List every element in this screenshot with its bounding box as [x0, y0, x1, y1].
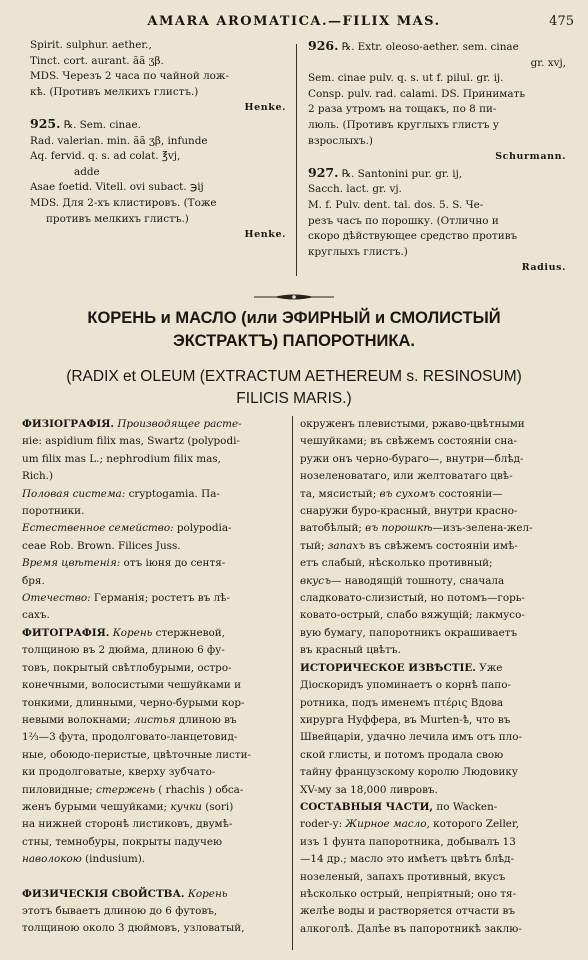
line-text: пиловидные; [22, 783, 93, 796]
line-text: желѣе воды и растворяется отчасти въ [300, 905, 515, 918]
rx-line: ℞. Sem. cinae. [63, 118, 141, 131]
line-text: толщиною въ 2 дюйма, длиною 6 фу- [22, 644, 225, 657]
rx-line: gr. xvj, [530, 56, 566, 69]
line-text: стны, темнобуры, покрыты падучею [22, 835, 223, 848]
latin-title-line-2: FILICIS MARIS.) [236, 390, 352, 407]
text-line [22, 903, 284, 920]
rx-line: Spirit. sulphur. aether., [30, 39, 152, 51]
section-heading: ФИЗИЧЕСКІЯ СВОЙСТВА. [22, 887, 185, 900]
italic-term: наволокою [22, 853, 82, 866]
text-line [300, 903, 566, 920]
line-text: ватобѣлый; [300, 522, 362, 535]
italic-term: Жирное масло, [342, 818, 430, 831]
text-line [22, 799, 284, 816]
line-text: ( rhachis ) обса- [154, 783, 244, 796]
text-line [22, 590, 284, 607]
italic-term: листья [130, 713, 176, 726]
line-text: которого Zeller, [429, 818, 520, 831]
rx-line: ℞. Extr. oleoso-aether. sem. cinae [341, 41, 519, 53]
text-line [22, 451, 284, 468]
line-text: ротника, подъ именемъ πτέρις Вдова [300, 696, 504, 709]
text-line [300, 468, 566, 485]
line-text: сладковато-слизистый, но потомъ—горь- [300, 592, 525, 605]
text-line [22, 782, 284, 799]
line-text: Уже [479, 661, 503, 674]
text-line [22, 416, 284, 433]
page-number: 475 [549, 14, 574, 29]
prescriptions-right-column [308, 38, 566, 276]
line-text: по Wacken- [436, 800, 498, 813]
rx-number: 926. [308, 38, 339, 53]
line-text: (indusium). [81, 853, 146, 866]
rx-line: Consp. pulv. rad. calami. DS. Принимать [308, 87, 525, 100]
text-line [22, 503, 284, 520]
line-text: товъ, покрытый свѣтлобурыми, остро- [22, 661, 232, 674]
line-text: состояніи— [435, 487, 503, 500]
line-text: нѣсколько острый, непріятный; оно тя- [300, 887, 517, 900]
rx-line: противъ мелкихъ глистъ.) [46, 212, 189, 225]
text-line [300, 660, 566, 677]
column-divider [292, 416, 293, 950]
text-line [300, 573, 566, 590]
text-line [300, 782, 566, 799]
running-head-title: AMARA AROMATICA.—FILIX MAS. [147, 14, 441, 29]
text-line [300, 747, 566, 764]
rx-line: резъ часъ по порошку. (Отлично и [308, 214, 499, 227]
line-text: въ свѣжемъ состояніи имѣ- [365, 539, 518, 552]
line-text: XV-му за 18,000 ливровъ. [300, 783, 438, 796]
italic-term: Отечество: [22, 592, 91, 605]
italic-term: въ сухомъ [376, 487, 436, 500]
line-text: ные, обоюдо-перистые, цвѣточные листи- [22, 748, 252, 761]
rx-author: Radius. [521, 262, 566, 274]
body-left-column [22, 416, 284, 938]
line-text: нозеленоватаго, или желтоватаго цвѣ- [300, 470, 513, 483]
column-divider [296, 44, 297, 276]
rx-line: MDS. Для 2-хъ клистировъ. (Тоже [30, 196, 217, 209]
text-line [300, 520, 566, 537]
line-text: (sori) [201, 800, 234, 813]
line-text: женъ бурыми чешуйками; [22, 800, 168, 813]
rx-number: 925. [30, 115, 61, 131]
line-text: —14 др.; масло это имѣетъ цвѣтъ блѣд- [300, 853, 515, 866]
text-line [300, 555, 566, 572]
text-line [300, 677, 566, 694]
italic-term: кучки [167, 800, 202, 813]
text-line [22, 764, 284, 781]
section-title-line-1: КОРЕНЬ и МАСЛО (или ЭФИРНЫЙ и СМОЛИСТЫЙ [87, 309, 501, 327]
line-text: невыми волокнами; [22, 713, 131, 726]
section-heading: ИСТОРИЧЕСКОЕ ИЗВѢСТІЕ. [300, 661, 476, 674]
text-line [300, 834, 566, 851]
text-line [22, 729, 284, 746]
line-text: um filix mas L.; nephrodium filix mas, [22, 452, 221, 465]
text-line [22, 834, 284, 851]
line-text: ки продолговатые, кверху зубчато- [22, 766, 216, 779]
text-line [300, 816, 566, 833]
text-line [22, 468, 284, 485]
line-text: roder-у: [300, 818, 343, 831]
rx-line: люль. (Противъ круглыхъ глистъ у [308, 118, 499, 131]
text-line [22, 486, 284, 503]
rx-line: MDS. Черезъ 2 часа по чайной лож- [30, 70, 229, 83]
text-line [300, 695, 566, 712]
line-text: етъ слабый, нѣсколько противный; [300, 557, 493, 570]
text-line [300, 869, 566, 886]
text-line [300, 503, 566, 520]
text-line [22, 538, 284, 555]
text-line [300, 712, 566, 729]
line-text: Rich.) [22, 470, 54, 483]
text-line [300, 451, 566, 468]
text-line [300, 486, 566, 503]
text-line [22, 607, 284, 624]
line-text: polypodia- [173, 522, 232, 535]
line-text: та, мясистый; [300, 487, 377, 500]
rx-line: Sem. cinae pulv. q. s. ut f. pilul. gr. ij. [308, 72, 504, 85]
line-text: ружи онъ черно-бураго—, внутри—блѣд- [300, 452, 524, 465]
text-line [22, 520, 284, 537]
line-text: отъ іюня до сентя- [120, 557, 226, 570]
rx-line: adde [74, 165, 100, 178]
text-line [22, 920, 284, 937]
text-line [22, 695, 284, 712]
italic-term: запахъ [324, 539, 366, 552]
line-text: длиною въ [175, 713, 237, 726]
text-line [22, 642, 284, 659]
text-line [22, 712, 284, 729]
line-text: тый; [300, 539, 325, 552]
text-line [22, 886, 284, 903]
rx-line: Rad. valerian. min. ãã ʒβ, infunde [30, 134, 208, 147]
line-text: — наводящій тошноту, сначала [331, 574, 505, 587]
rx-line: скоро дѣйствующее средство противъ [308, 230, 518, 243]
line-text: Швейцаріи, удачно лечила имъ отъ пло- [300, 731, 522, 744]
section-heading: СОСТАВНЫЯ ЧАСТИ, [300, 800, 434, 813]
text-line [22, 816, 284, 833]
text-line [22, 677, 284, 694]
rx-line: Tinct. cort. aurant. ãã ʒβ. [30, 54, 164, 67]
text-line [300, 590, 566, 607]
text-line [22, 433, 284, 450]
line-text: алкоголѣ. Далѣе въ папоротникѣ заклю- [300, 922, 522, 935]
text-line [300, 416, 566, 433]
italic-term: въ порошкѣ [361, 522, 433, 535]
text-line [300, 799, 566, 816]
line-text: —изъ-зелена-жел- [432, 522, 533, 535]
rx-line: взрослыхъ.) [308, 134, 373, 147]
line-text: тонкими, длинными, черно-бурыми кор- [22, 696, 245, 709]
line-text: снаружи буро-красный, внутри красно- [300, 505, 518, 518]
italic-term: Естественное семейство: [22, 522, 174, 535]
text-line [300, 851, 566, 868]
rx-line: Asae foetid. Vitell. ovi subact. ℈ij [30, 181, 204, 194]
body-right-column [300, 416, 566, 938]
text-line [300, 607, 566, 624]
text-line [22, 660, 284, 677]
line-text: этотъ бываетъ длиною до 6 футовъ, [22, 904, 218, 917]
section-heading: ФИТОГРАФІЯ. [22, 626, 110, 639]
line-text: сахъ. [22, 609, 50, 622]
line-text: ковато-острый, слабо вяжущій; лакмусо- [300, 609, 525, 622]
rx-line: круглыхъ глистъ.) [308, 245, 408, 258]
line-text: толщиною около 3 дюймовъ, узловатый, [22, 922, 245, 935]
italic-term: Производящее расте- [117, 418, 242, 430]
text-line [300, 886, 566, 903]
line-text: въ красный цвѣтъ. [300, 644, 401, 657]
line-text: ceae Rob. Brown. Filices Juss. [22, 539, 181, 552]
section-heading: ФИЗІОГРАФІЯ. [22, 418, 115, 430]
text-line [22, 747, 284, 764]
italic-term: стержень [92, 783, 155, 796]
text-line [300, 764, 566, 781]
line-text: чешуйками; въ свѣжемъ состояніи сна- [300, 435, 518, 448]
line-text: ской глисты, и потомъ продала свою [300, 748, 504, 761]
rx-line: ℞. Santonini pur. gr. ij, [341, 167, 463, 180]
running-head [0, 14, 588, 34]
rx-line: 2 раза утромъ на тощакъ, по 8 пи- [308, 103, 497, 116]
text-line [300, 729, 566, 746]
text-line [22, 555, 284, 572]
line-text: Діоскоридъ упоминаетъ о корнѣ папо- [300, 679, 511, 692]
line-text: cryptogamia. Па- [125, 487, 220, 500]
line-text: Германія; ростетъ въ лѣ- [90, 592, 230, 605]
section-title-line-2: ЭКСТРАКТЪ) ПАПОРОТНИКА. [173, 332, 415, 350]
text-line [22, 573, 284, 590]
text-line [22, 869, 284, 886]
line-text: бря. [22, 574, 45, 587]
line-text: 1⅔—3 фута, продолговато-ланцетовид- [22, 731, 238, 744]
line-text: изъ 1 фунта папоротника, добывалъ 13 [300, 835, 516, 848]
line-text: стержневой, [152, 626, 225, 639]
italic-term: Корень [187, 887, 228, 900]
line-text: на нижней сторонѣ листиковъ, двумѣ- [22, 818, 233, 831]
text-line [22, 625, 284, 642]
rx-line: M. f. Pulv. dent. tal. dos. 5. S. Че- [308, 198, 484, 211]
italic-term: Половая система: [22, 487, 126, 500]
prescriptions-left-column [30, 38, 286, 243]
italic-term: Корень [112, 626, 153, 639]
text-line [300, 921, 566, 938]
line-text: тайну французскому королю Людовику [300, 766, 519, 779]
rx-author: Henke. [244, 102, 286, 114]
line-text: хирурга Нуффера, въ Murten-ѣ, что въ [300, 713, 511, 726]
italic-term: Время цвѣтенія: [22, 557, 121, 570]
rx-author: Henke. [244, 229, 286, 241]
line-text: вую бумагу, папоротникъ окрашиваетъ [300, 626, 518, 639]
italic-term: вкусъ [300, 574, 332, 587]
line-text: поротники. [22, 505, 85, 518]
rx-number: 927. [308, 164, 339, 180]
text-line [300, 433, 566, 450]
text-line [300, 642, 566, 659]
line-text: нозеленый, запахъ противный, вкусъ [300, 870, 506, 883]
ornament-divider [252, 292, 336, 302]
line-text: ніе: aspidium filix mas, Swartz (polypodi- [22, 435, 240, 448]
text-line [300, 625, 566, 642]
rx-author: Schurmann. [495, 151, 566, 163]
rx-line: Sacch. lact. gr. vj. [308, 183, 402, 196]
rx-line: кѣ. (Противъ мелкихъ глистъ.) [30, 85, 199, 98]
latin-title-line-1: (RADIX et OLEUM (EXTRACTUM AETHEREUM s. RESINOSUM) [66, 368, 522, 385]
text-line [22, 851, 284, 868]
line-text: конечными, волосистыми чешуйками и [22, 679, 241, 692]
line-text: окруженъ плевистыми, ржаво-цвѣтными [300, 418, 525, 430]
rx-line: Aq. fervid. q. s. ad colat. ℥vj, [30, 150, 181, 163]
text-line [300, 538, 566, 555]
